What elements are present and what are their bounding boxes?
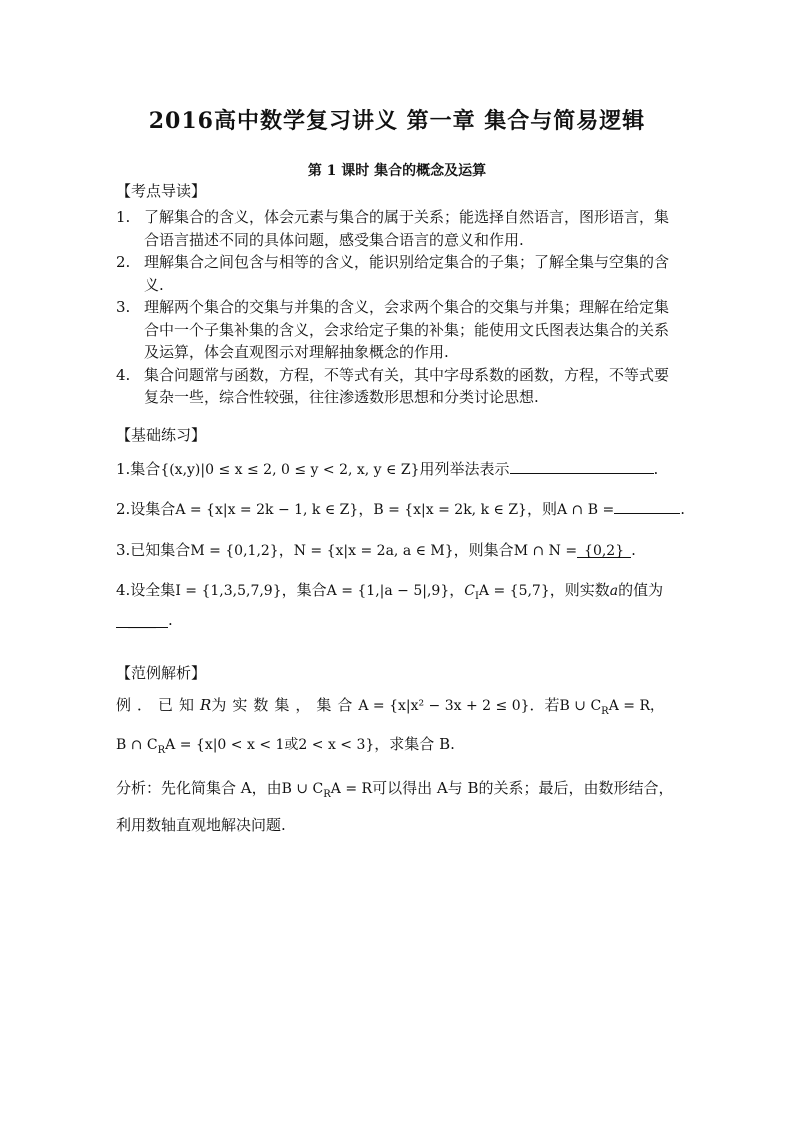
guide-item: 4. 集合问题常与函数，方程，不等式有关，其中字母系数的函数，方程，不等式要复杂一些，综合性较强，往往渗透数形思想和分类讨论思想. <box>116 365 670 406</box>
guide-item: 3. 理解两个集合的交集与并集的含义，会求两个集合的交集与并集；理解在给定集合中一个子集补集的含义，会求给定子集的补集；能使用文氏图表达集合的关系及运算，体会直观图示对理解抽象概念的作用. <box>116 298 670 361</box>
exercise-2: 2.设集合A = {x|x = 2k − 1, k ∈ Z}，B = {x|x = 2k, k ∈ Z}，则A ∩ B = . <box>116 500 685 518</box>
analysis-paragraph: 分析：先化简集合 A，由B ∪ $C_RA = R$可以得出 A与 B的关系；最后，由数形结合，利用数轴直观地解决问题. <box>116 779 674 834</box>
basic-heading: 【基础练习】 <box>116 426 207 444</box>
answer-blank[interactable] <box>614 499 680 514</box>
guide-heading: 【考点导读】 <box>116 182 207 200</box>
guide-item: 2. 理解集合之间包含与相等的含义，能识别给定集合的子集；了解全集与空集的含义. <box>116 253 670 294</box>
answer-blank-filled: {0,2} <box>577 543 631 558</box>
exercise-3: 3.已知集合M = {0,1,2}，N = {x|x = 2a, a ∈ M}，则集合M ∩ N = {0,2} . <box>116 541 636 559</box>
exercise-4-answer-line: ____ . <box>116 611 682 629</box>
document-title: 2016高中数学复习讲义 第一章 集合与简易逻辑 <box>148 108 646 134</box>
answer-blank[interactable] <box>510 459 654 474</box>
guide-list <box>116 206 682 409</box>
example-line-1: 例．已知R为实数集，集合A = {x|x² − 3x + 2 ≤ 0}．若B ∪ $C_RA = R$， <box>116 696 664 717</box>
example-line-2: B ∩ $C_RA = \{x|0 < x < 1$或2 < x < 3}，求集合 B. <box>116 735 455 756</box>
answer-blank[interactable]: ____ <box>116 613 168 628</box>
exercise-4: 4.设全集I = {1,3,5,7,9}，集合A = {1,|a − 5|,9}，$C_IA = \{5,7\}$，则实数a的值为 <box>116 581 664 602</box>
guide-item: 1. 了解集合的含义，体会元素与集合的属于关系；能选择自然语言，图形语言，集合语言描述不同的具体问题，感受集合语言的意义和作用. <box>116 208 670 249</box>
exercise-1: 1.集合{(x,y)|0 ≤ x ≤ 2, 0 ≤ y < 2, x, y ∈ Z}用列举法表示 . <box>116 460 659 478</box>
example-heading: 【范例解析】 <box>116 664 207 682</box>
lesson-title: 第 1 课时 集合的概念及运算 <box>307 163 487 179</box>
